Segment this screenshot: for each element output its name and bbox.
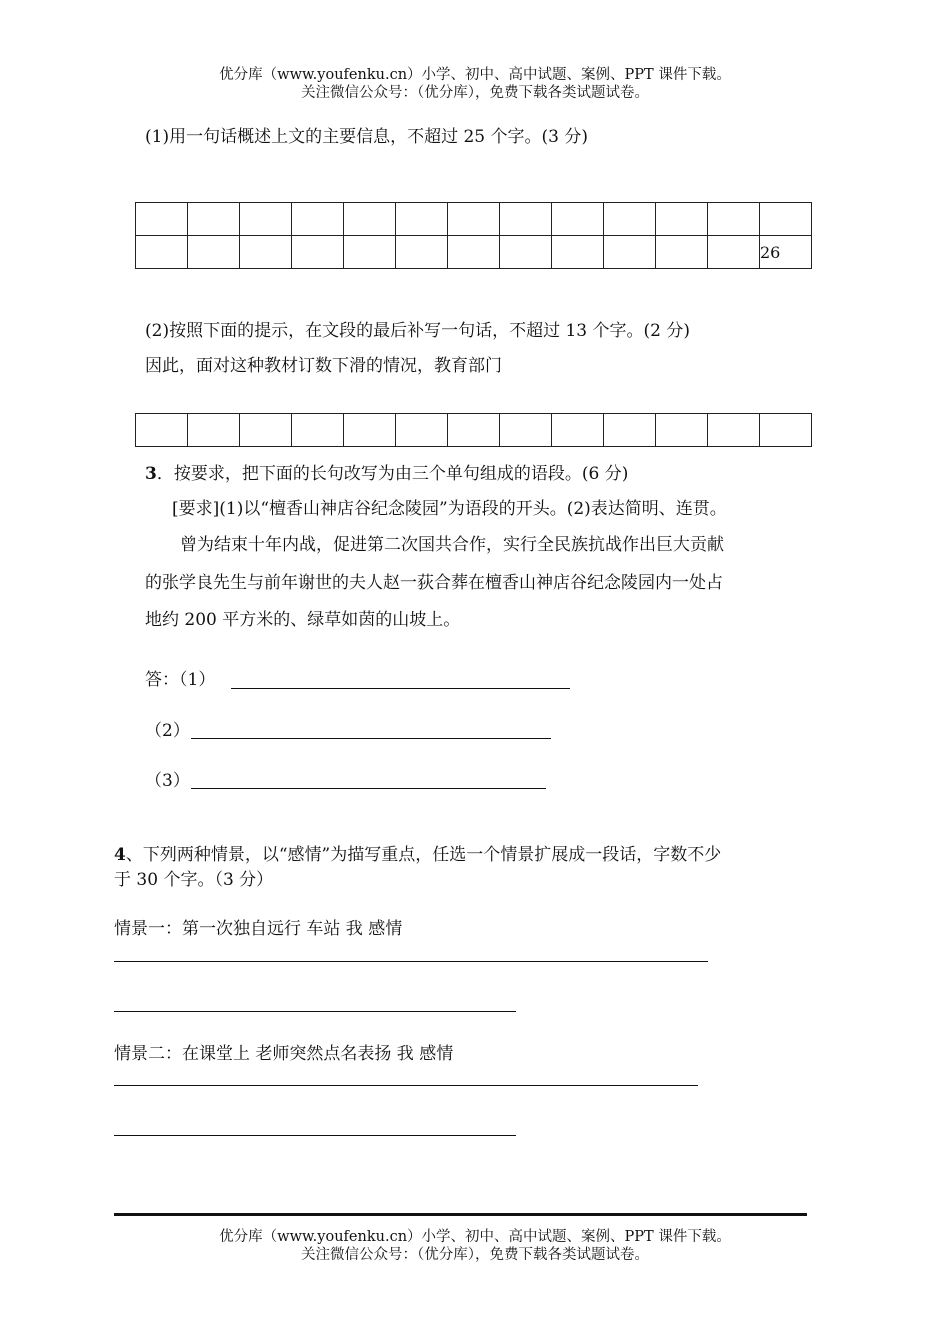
grid-cell[interactable]	[344, 203, 396, 236]
grid-cell[interactable]	[188, 414, 240, 447]
q4-number: 4	[114, 845, 126, 865]
grid-cell[interactable]	[396, 236, 448, 269]
grid-cell[interactable]	[552, 414, 604, 447]
q3-number: 3	[145, 464, 157, 484]
scene-1-answer-line-2[interactable]	[114, 1011, 516, 1012]
header-line-2: 关注微信公众号：（优分库），免费下载各类试题试卷。	[301, 85, 649, 101]
grid-cell[interactable]	[604, 414, 656, 447]
q3-answer-3-line[interactable]	[191, 788, 546, 789]
q4-line-1	[114, 844, 721, 866]
grid-cell[interactable]	[396, 414, 448, 447]
grid-row	[136, 203, 812, 236]
grid-cell[interactable]	[344, 236, 396, 269]
q4-scene-2: 情景二：在课堂上 老师突然点名表扬 我 感情	[114, 1044, 454, 1064]
grid-cell[interactable]	[760, 414, 812, 447]
q2-part2: (2)按照下面的提示，在文段的最后补写一句话，不超过 13 个字。(2 分)	[145, 321, 691, 341]
grid-cell[interactable]	[500, 203, 552, 236]
grid-cell[interactable]	[136, 414, 188, 447]
grid-cell[interactable]	[708, 203, 760, 236]
grid-row	[136, 236, 812, 269]
grid-cell[interactable]	[188, 203, 240, 236]
footer-line-2: 关注微信公众号：（优分库），免费下载各类试题试卷。	[301, 1247, 649, 1263]
scene-2-answer-line-2[interactable]	[114, 1135, 516, 1136]
header-line-1: 优分库（www.youfenku.cn）小学、初中、高中试题、案例、PPT 课件下载。	[219, 67, 731, 83]
scene-1-answer-line-1[interactable]	[114, 961, 708, 962]
q4-scene-1: 情景一：第一次独自远行 车站 我 感情	[114, 919, 403, 939]
grid-cell[interactable]	[500, 414, 552, 447]
grid-cell[interactable]	[292, 414, 344, 447]
answer-grid-1[interactable]	[135, 202, 812, 269]
grid-cell[interactable]	[292, 203, 344, 236]
grid-cell[interactable]	[136, 236, 188, 269]
q2-prompt: 因此，面对这种教材订数下滑的情况，教育部门	[145, 356, 502, 376]
grid-cell[interactable]	[292, 236, 344, 269]
grid-cell[interactable]	[500, 236, 552, 269]
grid-cell[interactable]	[448, 414, 500, 447]
grid-cell[interactable]	[448, 236, 500, 269]
q3-text-line-2: 的张学良先生与前年谢世的夫人赵一荻合葬在檀香山神店谷纪念陵园内一处占	[145, 573, 723, 593]
q3-title-text: ．按要求，把下面的长句改写为由三个单句组成的语段。(6 分)	[156, 464, 629, 484]
q3-answer-1-label: 答：（1）	[145, 670, 216, 690]
grid-row	[136, 414, 812, 447]
grid-cell[interactable]	[708, 236, 760, 269]
grid-cell-count-label: 26	[760, 236, 812, 269]
grid-cell[interactable]	[240, 203, 292, 236]
grid-cell[interactable]	[552, 236, 604, 269]
q4-line-1-text: 、下列两种情景，以“感情”为描写重点，任选一个情景扩展成一段话，字数不少	[125, 845, 722, 865]
q3-answer-2-line[interactable]	[191, 738, 551, 739]
grid-cell[interactable]	[240, 414, 292, 447]
q3-answer-1-line[interactable]	[231, 688, 570, 689]
grid-cell[interactable]	[656, 414, 708, 447]
grid-cell[interactable]	[656, 203, 708, 236]
grid-cell[interactable]	[396, 203, 448, 236]
q3-title	[145, 463, 628, 485]
grid-cell[interactable]	[604, 236, 656, 269]
answer-grid-2[interactable]	[135, 413, 812, 447]
grid-cell[interactable]	[448, 203, 500, 236]
grid-cell[interactable]	[760, 203, 812, 236]
grid-cell[interactable]	[604, 203, 656, 236]
q3-text-line-3: 地约 200 平方米的、绿草如茵的山坡上。	[145, 610, 461, 630]
grid-cell[interactable]	[708, 414, 760, 447]
q3-text-line-1: 曾为结束十年内战，促进第二次国共合作，实行全民族抗战作出巨大贡献	[180, 535, 724, 555]
q3-answer-3-label: （3）	[145, 771, 190, 791]
scene-2-answer-line-1[interactable]	[114, 1085, 698, 1086]
footer-line-1: 优分库（www.youfenku.cn）小学、初中、高中试题、案例、PPT 课件下载。	[219, 1229, 731, 1245]
q4-line-2: 于 30 个字。（3 分）	[114, 870, 274, 890]
grid-cell[interactable]	[188, 236, 240, 269]
grid-cell[interactable]	[656, 236, 708, 269]
grid-cell[interactable]	[344, 414, 396, 447]
q3-requirement: [要求](1)以“檀香山神店谷纪念陵园”为语段的开头。(2)表达简明、连贯。	[172, 499, 727, 519]
grid-cell[interactable]	[552, 203, 604, 236]
grid-cell[interactable]	[240, 236, 292, 269]
q3-answer-2-label: （2）	[145, 721, 190, 741]
grid-cell[interactable]	[136, 203, 188, 236]
q2-part1: (1)用一句话概述上文的主要信息，不超过 25 个字。(3 分)	[145, 127, 589, 147]
footer-divider	[114, 1213, 807, 1216]
